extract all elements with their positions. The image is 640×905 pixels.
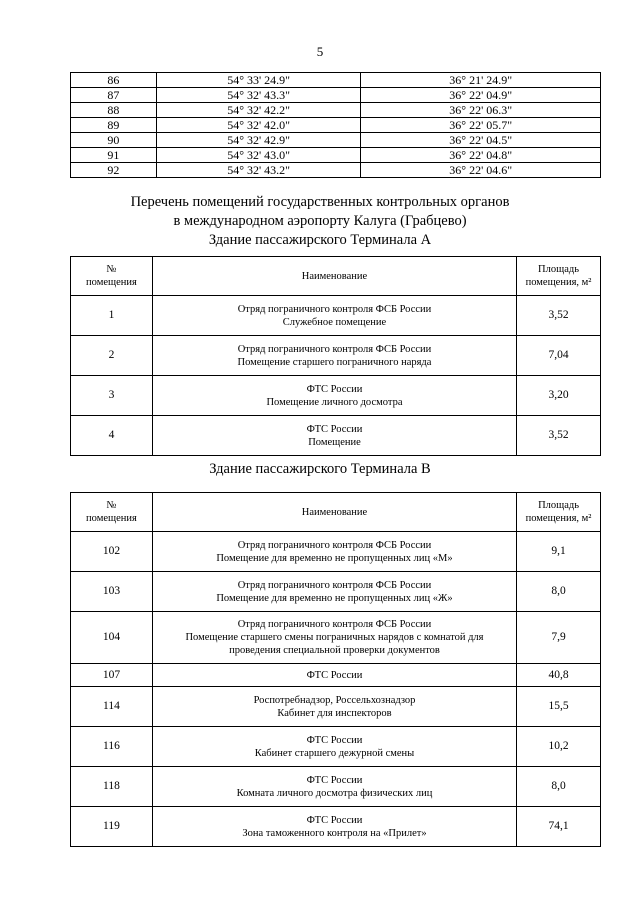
room-name-line: ФТС России <box>306 814 363 826</box>
room-name <box>152 687 516 727</box>
col-name-header: Наименование <box>152 257 516 296</box>
room-name-line: Кабинет старшего дежурной смены <box>254 747 415 759</box>
room-name-line: Отряд пограничного контроля ФСБ России <box>237 579 432 591</box>
heading-line-3: Здание пассажирского Терминала А <box>208 232 432 248</box>
col-area-header: Площадь помещения, м² <box>517 257 601 296</box>
room-area: 9,1 <box>517 532 601 572</box>
point-number: 86 <box>71 73 157 88</box>
table-row <box>71 118 601 133</box>
table-header-row <box>71 257 601 296</box>
room-area: 3,52 <box>517 296 601 336</box>
table-row <box>71 572 601 612</box>
longitude: 36° 22' 06.3" <box>361 103 601 118</box>
room-area: 7,9 <box>517 612 601 664</box>
room-name <box>152 727 516 767</box>
room-number: 118 <box>71 767 153 807</box>
room-area: 3,52 <box>517 416 601 456</box>
table-row <box>71 148 601 163</box>
room-area: 15,5 <box>517 687 601 727</box>
room-name <box>152 296 516 336</box>
terminal-a-table <box>70 256 601 456</box>
room-number: 103 <box>71 572 153 612</box>
room-name-line: Комната личного досмотра физических лиц <box>236 787 433 799</box>
room-area: 8,0 <box>517 572 601 612</box>
longitude: 36° 22' 04.5" <box>361 133 601 148</box>
point-number: 91 <box>71 148 157 163</box>
table-row <box>71 73 601 88</box>
table-row <box>71 767 601 807</box>
room-name-line: Помещение старшего пограничного наряда <box>237 356 432 368</box>
table-header-row <box>71 493 601 532</box>
table-row <box>71 103 601 118</box>
latitude: 54° 33' 24.9" <box>156 73 361 88</box>
terminal-b-table <box>70 492 601 847</box>
room-number: 102 <box>71 532 153 572</box>
latitude: 54° 32' 42.2" <box>156 103 361 118</box>
longitude: 36° 21' 24.9" <box>361 73 601 88</box>
room-area: 8,0 <box>517 767 601 807</box>
table-row <box>71 807 601 847</box>
room-name-line: Служебное помещение <box>282 316 387 328</box>
room-name-line: Помещение личного досмотра <box>266 396 403 408</box>
latitude: 54° 32' 43.2" <box>156 163 361 178</box>
list-heading <box>0 193 640 250</box>
room-name <box>152 376 516 416</box>
room-number: 119 <box>71 807 153 847</box>
terminal-b-heading: Здание пассажирского Терминала В <box>209 461 431 477</box>
latitude: 54° 32' 43.0" <box>156 148 361 163</box>
table-row <box>71 664 601 687</box>
room-number: 1 <box>71 296 153 336</box>
room-number: 4 <box>71 416 153 456</box>
table-row <box>71 612 601 664</box>
table-row <box>71 133 601 148</box>
room-area: 74,1 <box>517 807 601 847</box>
table-row <box>71 296 601 336</box>
longitude: 36° 22' 05.7" <box>361 118 601 133</box>
point-number: 87 <box>71 88 157 103</box>
room-name <box>152 807 516 847</box>
table-row <box>71 163 601 178</box>
room-number: 114 <box>71 687 153 727</box>
room-name-line: ФТС России <box>306 734 363 746</box>
room-number: 107 <box>71 664 153 687</box>
point-number: 90 <box>71 133 157 148</box>
room-area: 40,8 <box>517 664 601 687</box>
col-area-header: Площадь помещения, м² <box>517 493 601 532</box>
room-number: 104 <box>71 612 153 664</box>
col-num-header: № помещения <box>71 493 153 532</box>
point-number: 89 <box>71 118 157 133</box>
room-name-line: Отряд пограничного контроля ФСБ России <box>237 343 432 355</box>
room-name <box>152 572 516 612</box>
table-row <box>71 727 601 767</box>
room-name-line: Отряд пограничного контроля ФСБ России <box>237 303 432 315</box>
room-name <box>152 612 516 664</box>
point-number: 92 <box>71 163 157 178</box>
table-row <box>71 687 601 727</box>
room-name <box>152 664 516 687</box>
room-number: 3 <box>71 376 153 416</box>
col-num-header: № помещения <box>71 257 153 296</box>
latitude: 54° 32' 42.0" <box>156 118 361 133</box>
table-row <box>71 416 601 456</box>
longitude: 36° 22' 04.8" <box>361 148 601 163</box>
table-row <box>71 532 601 572</box>
room-number: 2 <box>71 336 153 376</box>
page-number: 5 <box>316 44 324 59</box>
room-area: 10,2 <box>517 727 601 767</box>
heading-line-2: в международном аэропорту Калуга (Грабцево) <box>173 213 467 229</box>
latitude: 54° 32' 43.3" <box>156 88 361 103</box>
room-name-line: проведения специальной проверки документов <box>229 645 440 656</box>
longitude: 36° 22' 04.9" <box>361 88 601 103</box>
room-name <box>152 416 516 456</box>
room-name-line: Помещение для временно не пропущенных лиц «М» <box>216 552 453 564</box>
latitude: 54° 32' 42.9" <box>156 133 361 148</box>
room-name-line: Зона таможенного контроля на «Прилет» <box>242 827 427 839</box>
room-area: 7,04 <box>517 336 601 376</box>
room-name-line: ФТС России <box>306 669 363 681</box>
room-name-line: Отряд пограничного контроля ФСБ России <box>237 539 432 551</box>
table-row <box>71 88 601 103</box>
room-name-line: ФТС России <box>306 423 363 435</box>
table-row <box>71 376 601 416</box>
room-area: 3,20 <box>517 376 601 416</box>
table-row <box>71 336 601 376</box>
room-name <box>152 336 516 376</box>
room-name <box>152 532 516 572</box>
room-name <box>152 767 516 807</box>
room-name-line: Помещение <box>308 436 361 448</box>
col-name-header: Наименование <box>152 493 516 532</box>
room-name-line: Помещение старшего смены пограничных нарядов с комнатой для <box>185 632 484 643</box>
room-name-line: Роспотребнадзор, Россельхознадзор <box>253 694 416 706</box>
room-name-line: Кабинет для инспекторов <box>277 707 392 719</box>
room-number: 116 <box>71 727 153 767</box>
room-name-line: Отряд пограничного контроля ФСБ России <box>237 619 432 630</box>
heading-line-1: Перечень помещений государственных контрольных органов <box>130 194 510 210</box>
room-name-line: Помещение для временно не пропущенных лиц «Ж» <box>216 592 453 604</box>
room-name-line: ФТС России <box>306 383 363 395</box>
coordinates-table <box>70 72 601 178</box>
longitude: 36° 22' 04.6" <box>361 163 601 178</box>
room-name-line: ФТС России <box>306 774 363 786</box>
point-number: 88 <box>71 103 157 118</box>
